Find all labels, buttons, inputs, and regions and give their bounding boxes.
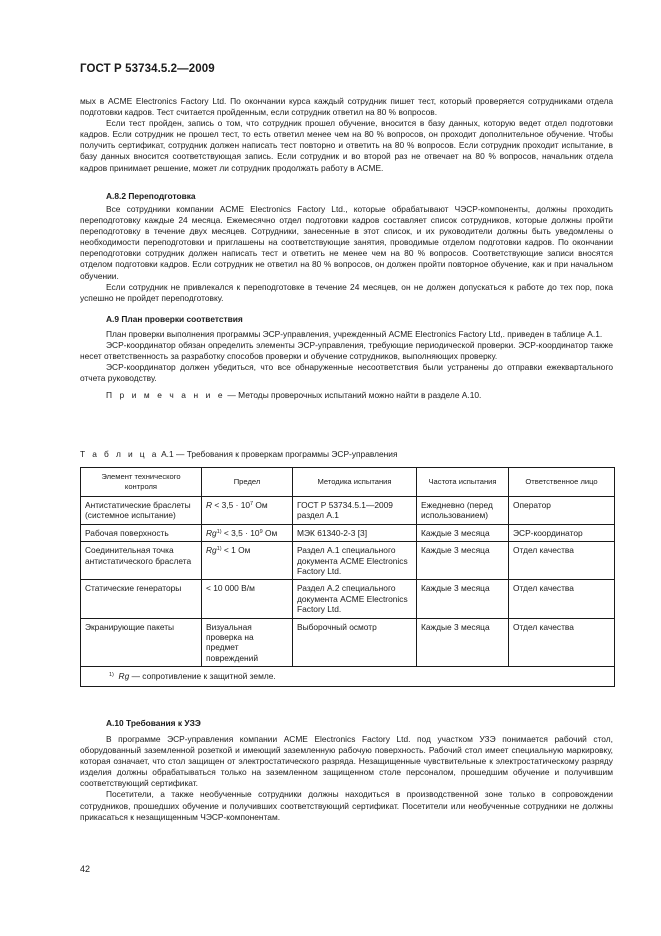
cell-responsible: Отдел качества (509, 618, 615, 667)
table-row (81, 542, 615, 580)
cell-responsible: Отдел качества (509, 542, 615, 580)
intro-text-block (80, 96, 613, 174)
section-heading-a82: А.8.2 Переподготовка (106, 191, 196, 201)
cell-responsible: Отдел качества (509, 580, 615, 618)
cell-limit: Визуальная проверка на предмет повреждений (202, 618, 293, 667)
paragraph: План проверки выполнения программы ЭСР-управления, учрежденный ACME Electronics Factory Ltd,. приведен в таблице А.1. (106, 329, 603, 339)
section-heading-a9: А.9 План проверки соответствия (106, 314, 243, 324)
cell-element: Экранирующие пакеты (81, 618, 202, 667)
column-header: Частота испытания (417, 468, 509, 497)
table-caption-label: Т а б л и ц а (80, 449, 159, 459)
cell-method: Выборочный осмотр (293, 618, 417, 667)
cell-element: Статические генераторы (81, 580, 202, 618)
table-footnote: $^{1)}$ Rg — сопротивление к защитной земле. (81, 667, 615, 686)
paragraph: В программе ЭСР-управления компании ACME Electronics Factory Ltd. под участком УЗЭ понимается рабочий стол, оборудованный заземленной розеткой и имеющий заземленную рабочую поверхность. Рабочий стол имеет специальную маркировку, которая означает, что стол защищен от электростатического разряда. Незащищенные чувствительные к электростатическому разряду изделия должны обрабатываться только на заземленном защищенном столе персоналом, прошедшим обучение и получившим соответствующий сертификат. (80, 734, 613, 789)
note (80, 390, 613, 401)
cell-responsible: ЭСР-координатор (509, 524, 615, 541)
cell-frequency: Каждые 3 месяца (417, 580, 509, 618)
paragraph: Все сотрудники компании ACME Electronics Factory Ltd., которые обрабатывают ЧЭСР-компоненты, должны проходить переподготовку каждые 24 месяца. Ежемесячно отдел подготовки кадров составляет список сотрудников, которые должны пройти переподготовку в течение двух месяцев. Сотрудники, занесенные в этот список, и их руководители должны быть уведомлены о необходимости переподготовки и приглашены на соответствующие занятия, проводимые отделом подготовки кадров. По окончании переподготовки сотрудник должен написать тест и ответить не менее чем на 80 % вопросов. Соответствующие записи вносятся отделом подготовки кадров. Если сотрудник не ответил на 80 % вопросов, он должен пройти повторное обучение, как и при начальном обучении. (80, 204, 613, 281)
paragraph: Если сотрудник не привлекался к переподготовке в течение 24 месяцев, он не должен допускаться к работе до тех пор, пока успешно не пройдет переподготовку. (80, 281, 613, 303)
note-text: — Методы проверочных испытаний можно найти в разделе А.10. (225, 390, 482, 401)
section-a9-text (80, 329, 613, 402)
table-caption (80, 449, 398, 459)
cell-element: Рабочая поверхность (81, 524, 202, 541)
column-header: Предел (202, 468, 293, 497)
table-row (81, 618, 615, 667)
table-row (81, 524, 615, 541)
section-a10-text (80, 734, 613, 823)
paragraph: Посетители, а также необученные сотрудники должны находиться в производственной зоне только в сопровождении сотрудников, прошедших обучение и получивших соответствующий сертификат. Посетители или необученные сотрудники не должны прикасаться к незащищенным ЧЭСР-компонентам. (80, 789, 613, 822)
cell-limit: $Rg^{1)} < 3,5 \cdot 10^9$ Ом (202, 524, 293, 541)
cell-method: МЭК 61340-2-3 [3] (293, 524, 417, 541)
cell-frequency: Каждые 3 месяца (417, 542, 509, 580)
table-row (81, 497, 615, 525)
cell-element: Соединительная точка антистатического браслета (81, 542, 202, 580)
column-header: Ответственное лицо (509, 468, 615, 497)
page-number: 42 (80, 864, 91, 874)
paragraph: ЭСР-координатор должен убедиться, что все обнаруженные несоответствия были устранены до отправки ежеквартального отчета руководству. (80, 362, 613, 384)
section-a82-text (80, 204, 613, 304)
cell-method: Раздел А.1 специального документа ACME Electronics Factory Ltd. (293, 542, 417, 580)
cell-method: Раздел А.2 специального документа ACME Electronics Factory Ltd. (293, 580, 417, 618)
cell-frequency: Каждые 3 месяца (417, 524, 509, 541)
cell-limit: < 10 000 В/м (202, 580, 293, 618)
cell-limit: $R < 3,5 \cdot 10^7$ Ом (202, 497, 293, 525)
table-header-row (81, 468, 615, 497)
cell-frequency: Каждые 3 месяца (417, 618, 509, 667)
table-footnote-row (81, 667, 615, 686)
column-header: Методика испытания (293, 468, 417, 497)
requirements-table (80, 467, 615, 687)
column-header: Элемент технического контроля (81, 468, 202, 497)
table-caption-text: А.1 — Требования к проверкам программы ЭСР-управления (158, 449, 398, 459)
table-row (81, 580, 615, 618)
note-label: П р и м е ч а н и е (106, 390, 226, 401)
cell-limit: $Rg^{1)} < 1$ Ом (202, 542, 293, 580)
document-header-title: ГОСТ Р 53734.5.2—2009 (80, 63, 215, 75)
cell-method: ГОСТ Р 53734.5.1—2009 раздел А.1 (293, 497, 417, 525)
paragraph: Если тест пройден, запись о том, что сотрудник прошел обучение, вносится в базу данных, которую ведет отдел подготовки кадров. Если сотрудник не прошел тест, то есть ответил менее чем на 80 % вопросов, он проходит дополнительное обучение. Чтобы получить сертификат, сотрудник должен написать тест повторно и ответить на 80 % вопросов. Если сотрудник проходит испытание, в базу данных вносится соответствующая запись. Если сотрудник и во второй раз не отвечает на 80 % вопросов, начальник отдела кадров принимает решение, может ли сотрудник продолжать работу в ACME. (80, 118, 613, 173)
section-heading-a10: А.10 Требования к УЗЭ (106, 718, 201, 728)
paragraph: ЭСР-координатор обязан определить элементы ЭСР-управления, требующие периодической проверки. ЭСР-координатор также несет ответственность за разработку способов проверки и обучение сотрудников, выполняющих проверку. (80, 340, 613, 362)
cell-responsible: Оператор (509, 497, 615, 525)
cell-element: Антистатические браслеты (системное испытание) (81, 497, 202, 525)
cell-frequency: Ежедневно (перед использованием) (417, 497, 509, 525)
paragraph: мых в ACME Electronics Factory Ltd. По окончании курса каждый сотрудник пишет тест, который проверяется сотрудниками отдела подготовки кадров. Тест считается пройденным, если сотрудник ответил на 80 % вопросов. (80, 96, 613, 118)
